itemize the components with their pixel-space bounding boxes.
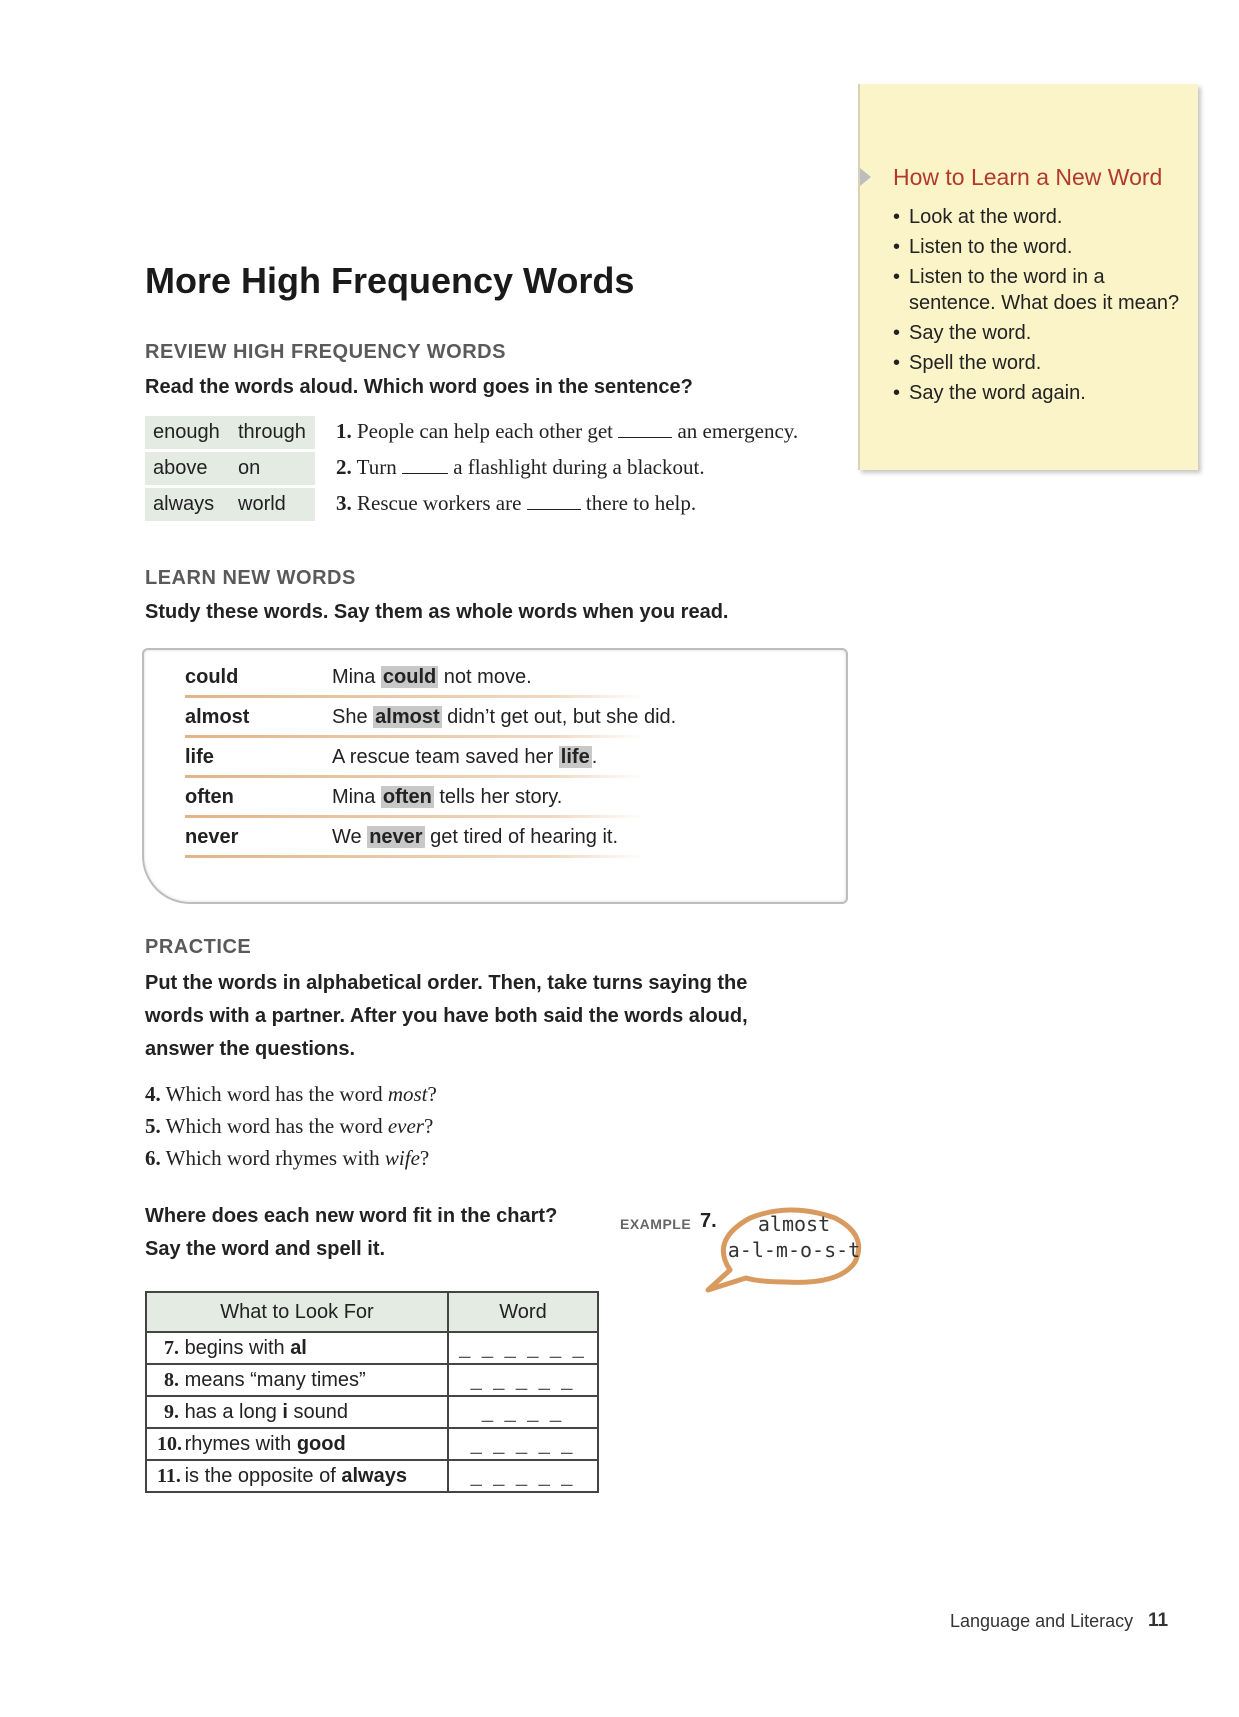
table-row <box>146 1460 598 1492</box>
sidebar-item: • Listen to the word in a sentence. What does it mean? <box>893 264 1193 316</box>
sidebar-title: How to Learn a New Word <box>893 164 1163 190</box>
new-word-row <box>185 818 645 858</box>
example-sentence: We never get tired of hearing it. <box>332 826 619 848</box>
example-number: 7. <box>700 1210 717 1232</box>
instruction-line: Put the words in alphabetical order. Then, take turns saying the <box>145 972 748 994</box>
example-label: EXAMPLE <box>620 1216 692 1232</box>
example-sentence: Mina often tells her story. <box>332 786 563 808</box>
answer-cell[interactable]: _ _ _ _ _ <box>448 1460 598 1492</box>
review-word: above <box>153 457 208 479</box>
new-word-row <box>185 738 645 778</box>
footer-section: Language and Literacy <box>950 1611 1134 1631</box>
highlighted-word: life <box>560 746 590 768</box>
sidebar-list <box>893 204 1193 410</box>
page-number: 11 <box>1148 1610 1169 1631</box>
instruction-line: words with a partner. After you have both said the words aloud, <box>145 1005 748 1027</box>
example-sentence: A rescue team saved her life . <box>332 746 598 768</box>
bubble-spelling: a-l-m-o-s-t <box>727 1238 861 1262</box>
new-word: never <box>185 826 239 848</box>
sentence-text: there to help. <box>585 491 697 515</box>
practice-question: 4. Which word has the word most? <box>145 1082 437 1106</box>
table-row <box>146 1428 598 1460</box>
sentence-text: an emergency. <box>677 419 799 443</box>
table-row <box>146 1332 598 1364</box>
sentence-text: a flashlight during a blackout. <box>453 455 705 479</box>
sentence-number: 2. <box>336 455 352 479</box>
sidebar-item: • Say the word. <box>893 320 1193 346</box>
new-word: could <box>185 666 239 688</box>
practice-question: 5. Which word has the word ever? <box>145 1114 434 1138</box>
sentence-number: 3. <box>336 491 352 515</box>
sentence-text: Rescue workers are <box>357 491 522 515</box>
table-header-row <box>146 1292 598 1332</box>
practice-instruction <box>145 967 748 1066</box>
clue-cell: 9. has a long i sound <box>146 1396 448 1428</box>
column-header: What to Look For <box>146 1292 448 1332</box>
instruction-line: Where does each new word fit in the chart? <box>145 1205 558 1227</box>
review-word: enough <box>153 421 220 443</box>
instruction-line: Say the word and spell it. <box>145 1238 386 1260</box>
sentence-text: People can help each other get <box>357 419 613 443</box>
answer-cell[interactable]: _ _ _ _ <box>448 1396 598 1428</box>
highlighted-word: often <box>382 786 432 808</box>
learn-heading: LEARN NEW WORDS <box>145 567 356 589</box>
answer-cell[interactable]: _ _ _ _ _ <box>448 1364 598 1396</box>
practice-question: 6. Which word rhymes with wife? <box>145 1146 430 1170</box>
review-sentence <box>336 419 798 444</box>
review-word: through <box>238 421 306 443</box>
clue-cell: 10. rhymes with good <box>146 1428 448 1460</box>
review-word: always <box>153 493 215 515</box>
sidebar-item: • Spell the word. <box>893 350 1193 376</box>
word-pair-box <box>145 488 315 521</box>
clue-cell: 11. is the opposite of always <box>146 1460 448 1492</box>
review-heading: REVIEW HIGH FREQUENCY WORDS <box>145 341 506 363</box>
review-instruction: Read the words aloud. Which word goes in the sentence? <box>145 376 693 398</box>
answer-cell[interactable]: _ _ _ _ _ <box>448 1428 598 1460</box>
sidebar-item: • Look at the word. <box>893 204 1193 230</box>
row-divider <box>185 855 645 858</box>
new-word: almost <box>185 706 250 728</box>
learn-instruction: Study these words. Say them as whole words when you read. <box>145 601 729 623</box>
answer-cell[interactable]: _ _ _ _ _ _ <box>448 1332 598 1364</box>
table-row <box>146 1396 598 1428</box>
sentence-number: 1. <box>336 419 352 443</box>
highlighted-word: almost <box>375 706 440 728</box>
review-word: on <box>238 457 261 479</box>
example-sentence: Mina could not move. <box>332 666 532 688</box>
review-word: world <box>238 493 286 515</box>
new-word: life <box>185 746 214 768</box>
clue-cell: 7. begins with al <box>146 1332 448 1364</box>
sidebar-item: • Listen to the word. <box>893 234 1193 260</box>
word-pair-box <box>145 416 315 449</box>
example-sentence: She almost didn’t get out, but she did. <box>332 706 677 728</box>
practice-heading: PRACTICE <box>145 936 252 958</box>
answer-blank <box>402 457 448 474</box>
instruction-line: answer the questions. <box>145 1038 356 1060</box>
sidebar-item: • Say the word again. <box>893 380 1193 406</box>
column-header: Word <box>448 1292 598 1332</box>
new-word-row <box>185 658 645 698</box>
highlighted-word: never <box>369 826 423 848</box>
answer-blank <box>618 421 672 438</box>
clue-cell: 8. means “many times” <box>146 1364 448 1396</box>
new-word: often <box>185 786 234 808</box>
word-pair-box <box>145 452 315 485</box>
sidebar-arrow-icon <box>860 168 871 186</box>
chart-instruction <box>145 1200 557 1266</box>
review-sentence <box>336 455 705 480</box>
highlighted-word: could <box>382 666 437 688</box>
sentence-text: Turn <box>356 455 397 479</box>
new-word-row <box>185 778 645 818</box>
bubble-word: almost <box>757 1212 831 1236</box>
new-word-row <box>185 698 677 738</box>
table-row <box>146 1364 598 1396</box>
word-chart-table <box>145 1291 599 1493</box>
page-title: More High Frequency Words <box>145 260 635 301</box>
review-sentence <box>336 491 696 516</box>
answer-blank <box>527 493 581 510</box>
